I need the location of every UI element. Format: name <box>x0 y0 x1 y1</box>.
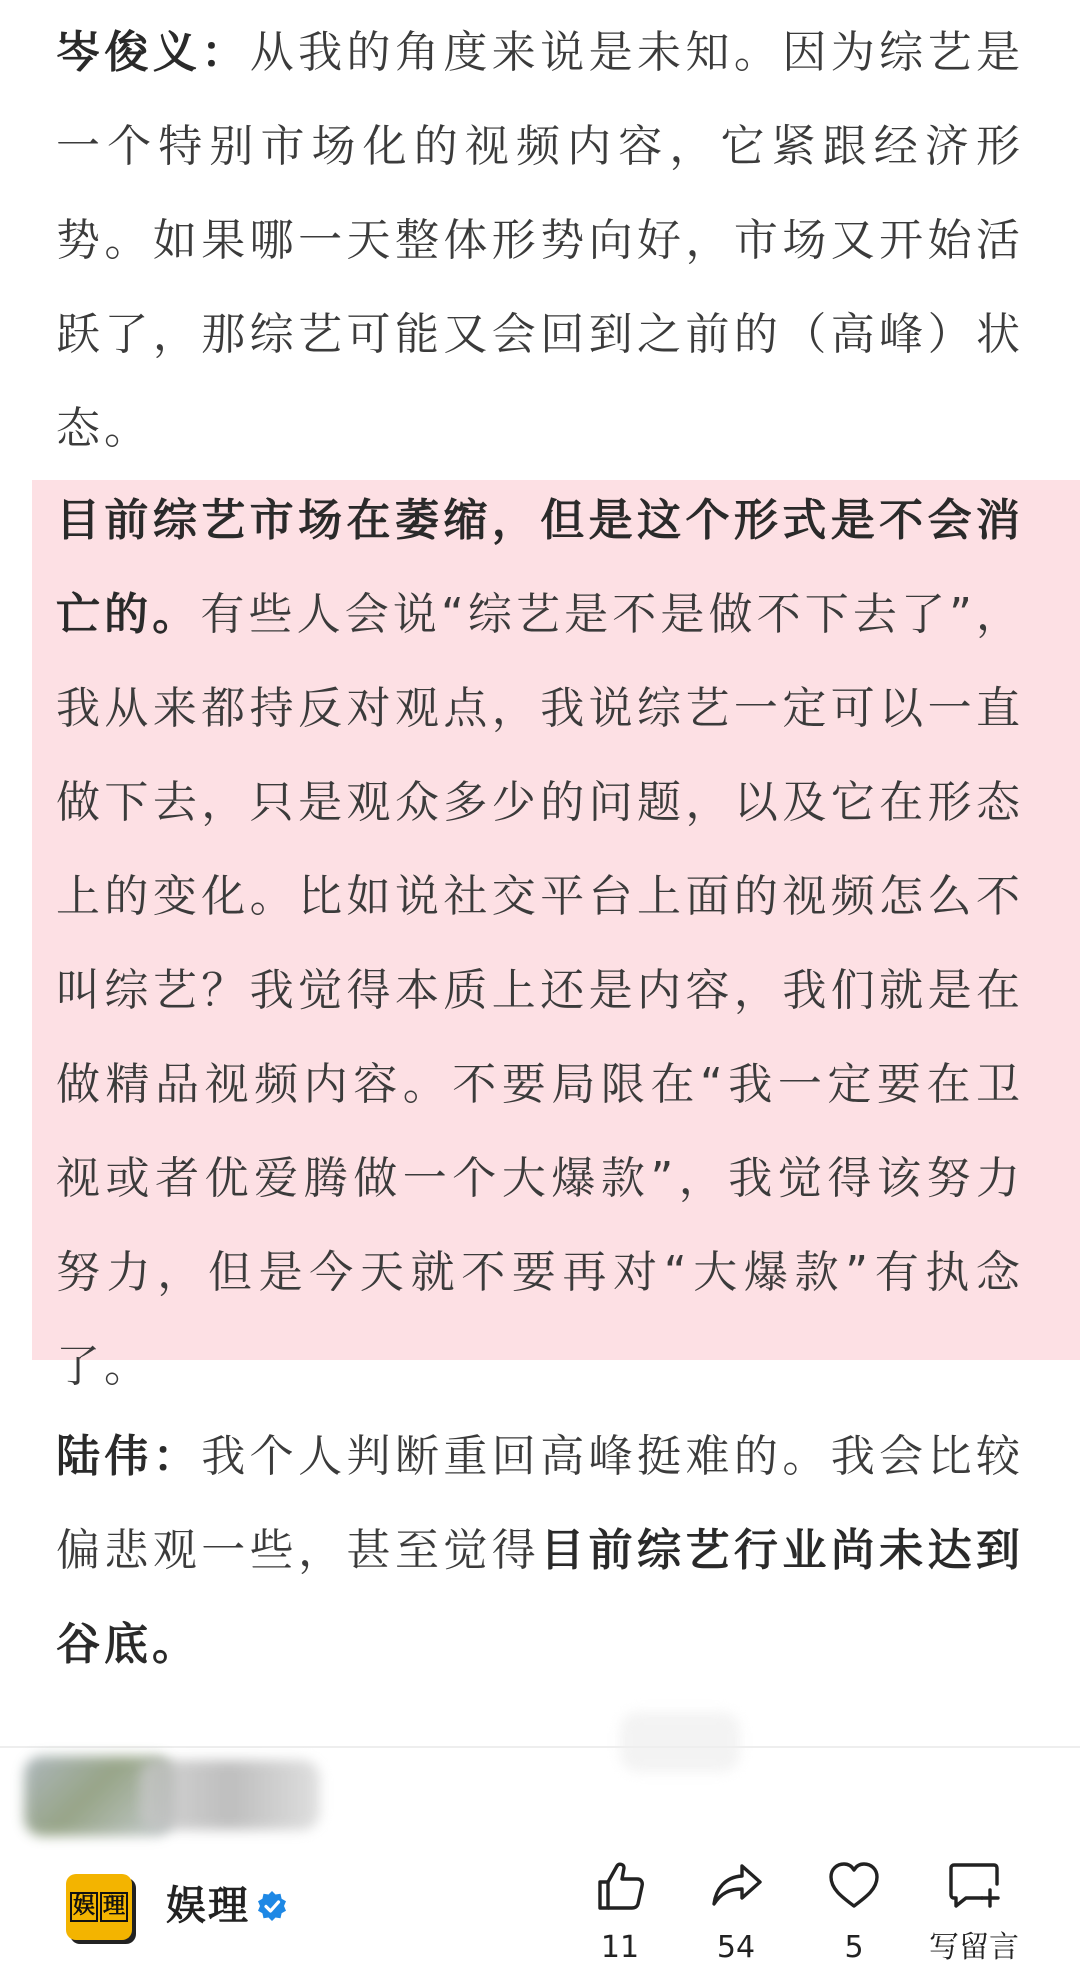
write-comment-label: 写留言 <box>929 1930 1019 1965</box>
paragraph-3 <box>56 1410 1024 1692</box>
like-button[interactable] <box>560 1840 680 1981</box>
speaker-name: 陆伟： <box>56 1431 202 1482</box>
blurred-region <box>620 1712 740 1772</box>
heart-icon <box>826 1858 882 1914</box>
article-footer-bar <box>0 1840 1080 1981</box>
paragraph-text: 有些人会说“综艺是不是做不下去了”，我从来都持反对观点，我说综艺一定可以一直做下去，只是观众多少的问题，以及它在形态上的变化。比如说社交平台上面的视频怎么不叫综艺？我觉得本质上还是内容，我们就是在做精品视频内容。不要局限在“我一定要在卫视或者优爱腾做一个大爆款”，我觉得该努力努力，但是今天就不要再对“大爆款”有执念了。 <box>56 589 1025 1392</box>
verified-badge-icon <box>256 1890 288 1922</box>
divider <box>0 1746 1080 1748</box>
thumbs-up-icon <box>592 1858 648 1914</box>
paragraph-text: 我个人判断重回高峰挺难的。我会比较偏悲观一些，甚至觉得 <box>56 1431 1025 1576</box>
paragraph-2-highlighted <box>56 474 1024 1414</box>
account-logo[interactable] <box>66 1874 132 1940</box>
share-arrow-icon <box>708 1858 764 1914</box>
speaker-name: 岑俊义： <box>56 27 250 78</box>
share-button[interactable] <box>676 1840 796 1981</box>
blurred-region <box>140 1760 320 1830</box>
comment-plus-icon <box>946 1858 1002 1914</box>
bold-statement: 目前综艺行业尚未达到谷底。 <box>56 1525 1025 1670</box>
paragraph-text: 从我的角度来说是未知。因为综艺是一个特别市场化的视频内容，它紧跟经济形势。如果哪一天整体形势向好，市场又开始活跃了，那综艺可能又会回到之前的（高峰）状态。 <box>56 27 1025 454</box>
favorite-button[interactable] <box>794 1840 914 1981</box>
like-count: 11 <box>600 1930 640 1965</box>
logo-char-right: 理 <box>100 1892 128 1922</box>
write-comment-button[interactable] <box>914 1840 1034 1981</box>
share-count: 54 <box>716 1930 756 1965</box>
logo-char-left: 娱 <box>70 1892 98 1922</box>
paragraph-1 <box>56 6 1024 476</box>
favorite-count: 5 <box>844 1930 864 1965</box>
bold-statement: 目前综艺市场在萎缩，但是这个形式是不会消亡的。 <box>56 495 1024 640</box>
account-name[interactable]: 娱理 <box>166 1883 250 1929</box>
